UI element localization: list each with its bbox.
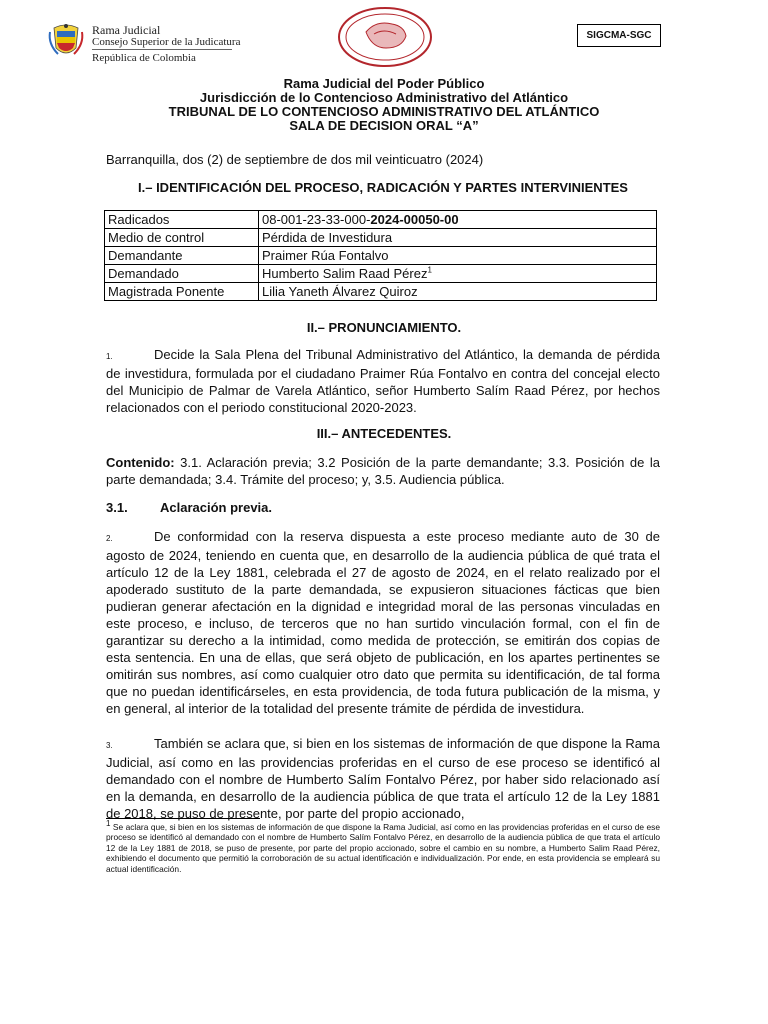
paragraph-number: 2. (106, 534, 113, 543)
table-row (105, 247, 657, 265)
footnote-text: Se aclara que, si bien en los sistemas de información de que dispone la Rama Judicial, así como en las providencias proferidas en el curso de ese proceso se identificó al demandado con el nombre de Humberto Salím Fontalvo Pérez, en desarrollo de la audiencia pública de que trata el artículo 12 de la Ley 1881 de 2018, se puso de presente, por parte del propio accionado, sobre el cambio en su nombre, a Humberto Salim Raad Pérez, exhibiendo el documento que permitió la corroboración de su actual identificación e individualización. Por ende, en esta providencia se empleará su actual identificación. (106, 822, 660, 874)
institution-rule (92, 49, 232, 50)
table-row (105, 265, 657, 283)
row-label: Demandante (105, 247, 259, 265)
title-line-3: TRIBUNAL DE LO CONTENCIOSO ADMINISTRATIVO DEL ATLÁNTICO (168, 104, 600, 119)
paragraph-text: Decide la Sala Plena del Tribunal Administrativo del Atlántico, la demanda de pérdida de investidura, formulada por el ciudadano Praimer Rúa Fontalvo en contra del concejal electo del Municipio de Palmar de Varela Atlántico, señor Humberto Salím Raad Pérez, por hechos relacionados con el periodo constitucional 2020-2023. (106, 347, 660, 415)
page-header (0, 0, 768, 70)
row-label: Magistrada Ponente (105, 283, 259, 301)
subsection-3-1-title (106, 500, 272, 515)
footnote-separator (106, 818, 260, 819)
table-row (105, 283, 657, 301)
section-1-title: I.– IDENTIFICACIÓN DEL PROCESO, RADICACIÓN Y PARTES INTERVINIENTES (138, 180, 628, 195)
row-value: Praimer Rúa Fontalvo (259, 247, 657, 265)
table-row (105, 211, 657, 229)
title-line-2: Jurisdicción de lo Contencioso Administrativo del Atlántico (199, 90, 569, 105)
demandado-name: Humberto Salim Raad Pérez (262, 266, 428, 281)
date-line: Barranquilla, dos (2) de septiembre de dos mil veinticuatro (2024) (106, 152, 484, 167)
contenido-label: Contenido: (106, 455, 175, 470)
row-value: Lilia Yaneth Álvarez Quiroz (259, 283, 657, 301)
institution-line-2: Consejo Superior de la Judicatura (92, 36, 241, 48)
section-3-title: III.– ANTECEDENTES. (316, 426, 452, 441)
paragraph-number: 1. (106, 352, 113, 361)
institution-line-1: Rama Judicial (92, 23, 161, 37)
title-line-1: Rama Judicial del Poder Público (283, 76, 485, 91)
subsection-title: Aclaración previa. (160, 500, 272, 515)
row-value (259, 265, 657, 283)
footnote-ref[interactable]: 1 (427, 265, 432, 275)
tribunal-seal-logo (336, 6, 434, 68)
footnote-number: 1 (106, 819, 111, 829)
footnote (106, 819, 660, 874)
row-label: Radicados (105, 211, 259, 229)
row-label: Demandado (105, 265, 259, 283)
colombia-coat-of-arms-logo (46, 22, 86, 62)
institution-text (92, 24, 240, 64)
row-value: Pérdida de Investidura (259, 229, 657, 247)
document-code-box: SIGCMA-SGC (577, 24, 661, 47)
row-value (259, 211, 657, 229)
title-line-4: SALA DE DECISION ORAL “A” (289, 118, 479, 133)
subsection-number: 3.1. (106, 500, 128, 515)
paragraph-2 (106, 528, 660, 717)
paragraph-3 (106, 735, 660, 822)
paragraph-text: También se aclara que, si bien en los sistemas de información de que dispone la Rama Judicial, así como en las providencias proferidas en el curso de ese proceso se identificó al demandado con el nombre de Humberto Salím Fontalvo Pérez, por haber sido relacionado así en la demanda, en desarrollo de la audiencia pública de que trata el artículo 12 de la Ley 1881 de 2018, se puso de presente, por parte del propio accionado, (106, 736, 660, 821)
paragraph-text: De conformidad con la reserva dispuesta a este proceso mediante auto de 30 de agosto de 2024, teniendo en cuenta que, en desarrollo de la audiencia pública de qué trata el artículo 12 de la Ley 1881, celebrada el 27 de agosto de 2024, en el relato realizado por el apoderado sustituto de la parte demandada, se expusieron situaciones fácticas que bien pudieran generar afectación en la dignidad e integridad moral de las personas vinculadas en este proceso, e incluso, de terceros que no han surtido vinculación formal, con el fin de garantizar su derecho a la intimidad, como medida de protección, se emitirán dos copias de esta sentencia. En una de ellas, que será objeto de publicación, en los apartes pertinentes se omitirán sus nombres, así como cualquier otro dato que permita su identificación, de tal forma que no puedan identificárseles, en esta providencia, de toda futura publicación de la misma, y en general, al interior de la totalidad del presente trámite de pérdida de investidura. (106, 529, 660, 716)
radicado-number: 2024-00050-00 (370, 212, 459, 227)
table-row (105, 229, 657, 247)
section-2-title: II.– PRONUNCIAMIENTO. (306, 320, 462, 335)
contenido-text: 3.1. Aclaración previa; 3.2 Posición de la parte demandante; 3.3. Posición de la parte demandada; 3.4. Trámite del proceso; y, 3.5. Audiencia pública. (106, 455, 660, 487)
paragraph-1 (106, 346, 660, 416)
radicado-prefix: 08-001-23-33-000- (262, 212, 371, 227)
case-identification-table (104, 210, 657, 301)
institution-line-3: República de Colombia (92, 52, 196, 64)
paragraph-number: 3. (106, 741, 113, 750)
row-label: Medio de control (105, 229, 259, 247)
document-titles (0, 77, 768, 133)
contenido-paragraph (106, 454, 660, 488)
